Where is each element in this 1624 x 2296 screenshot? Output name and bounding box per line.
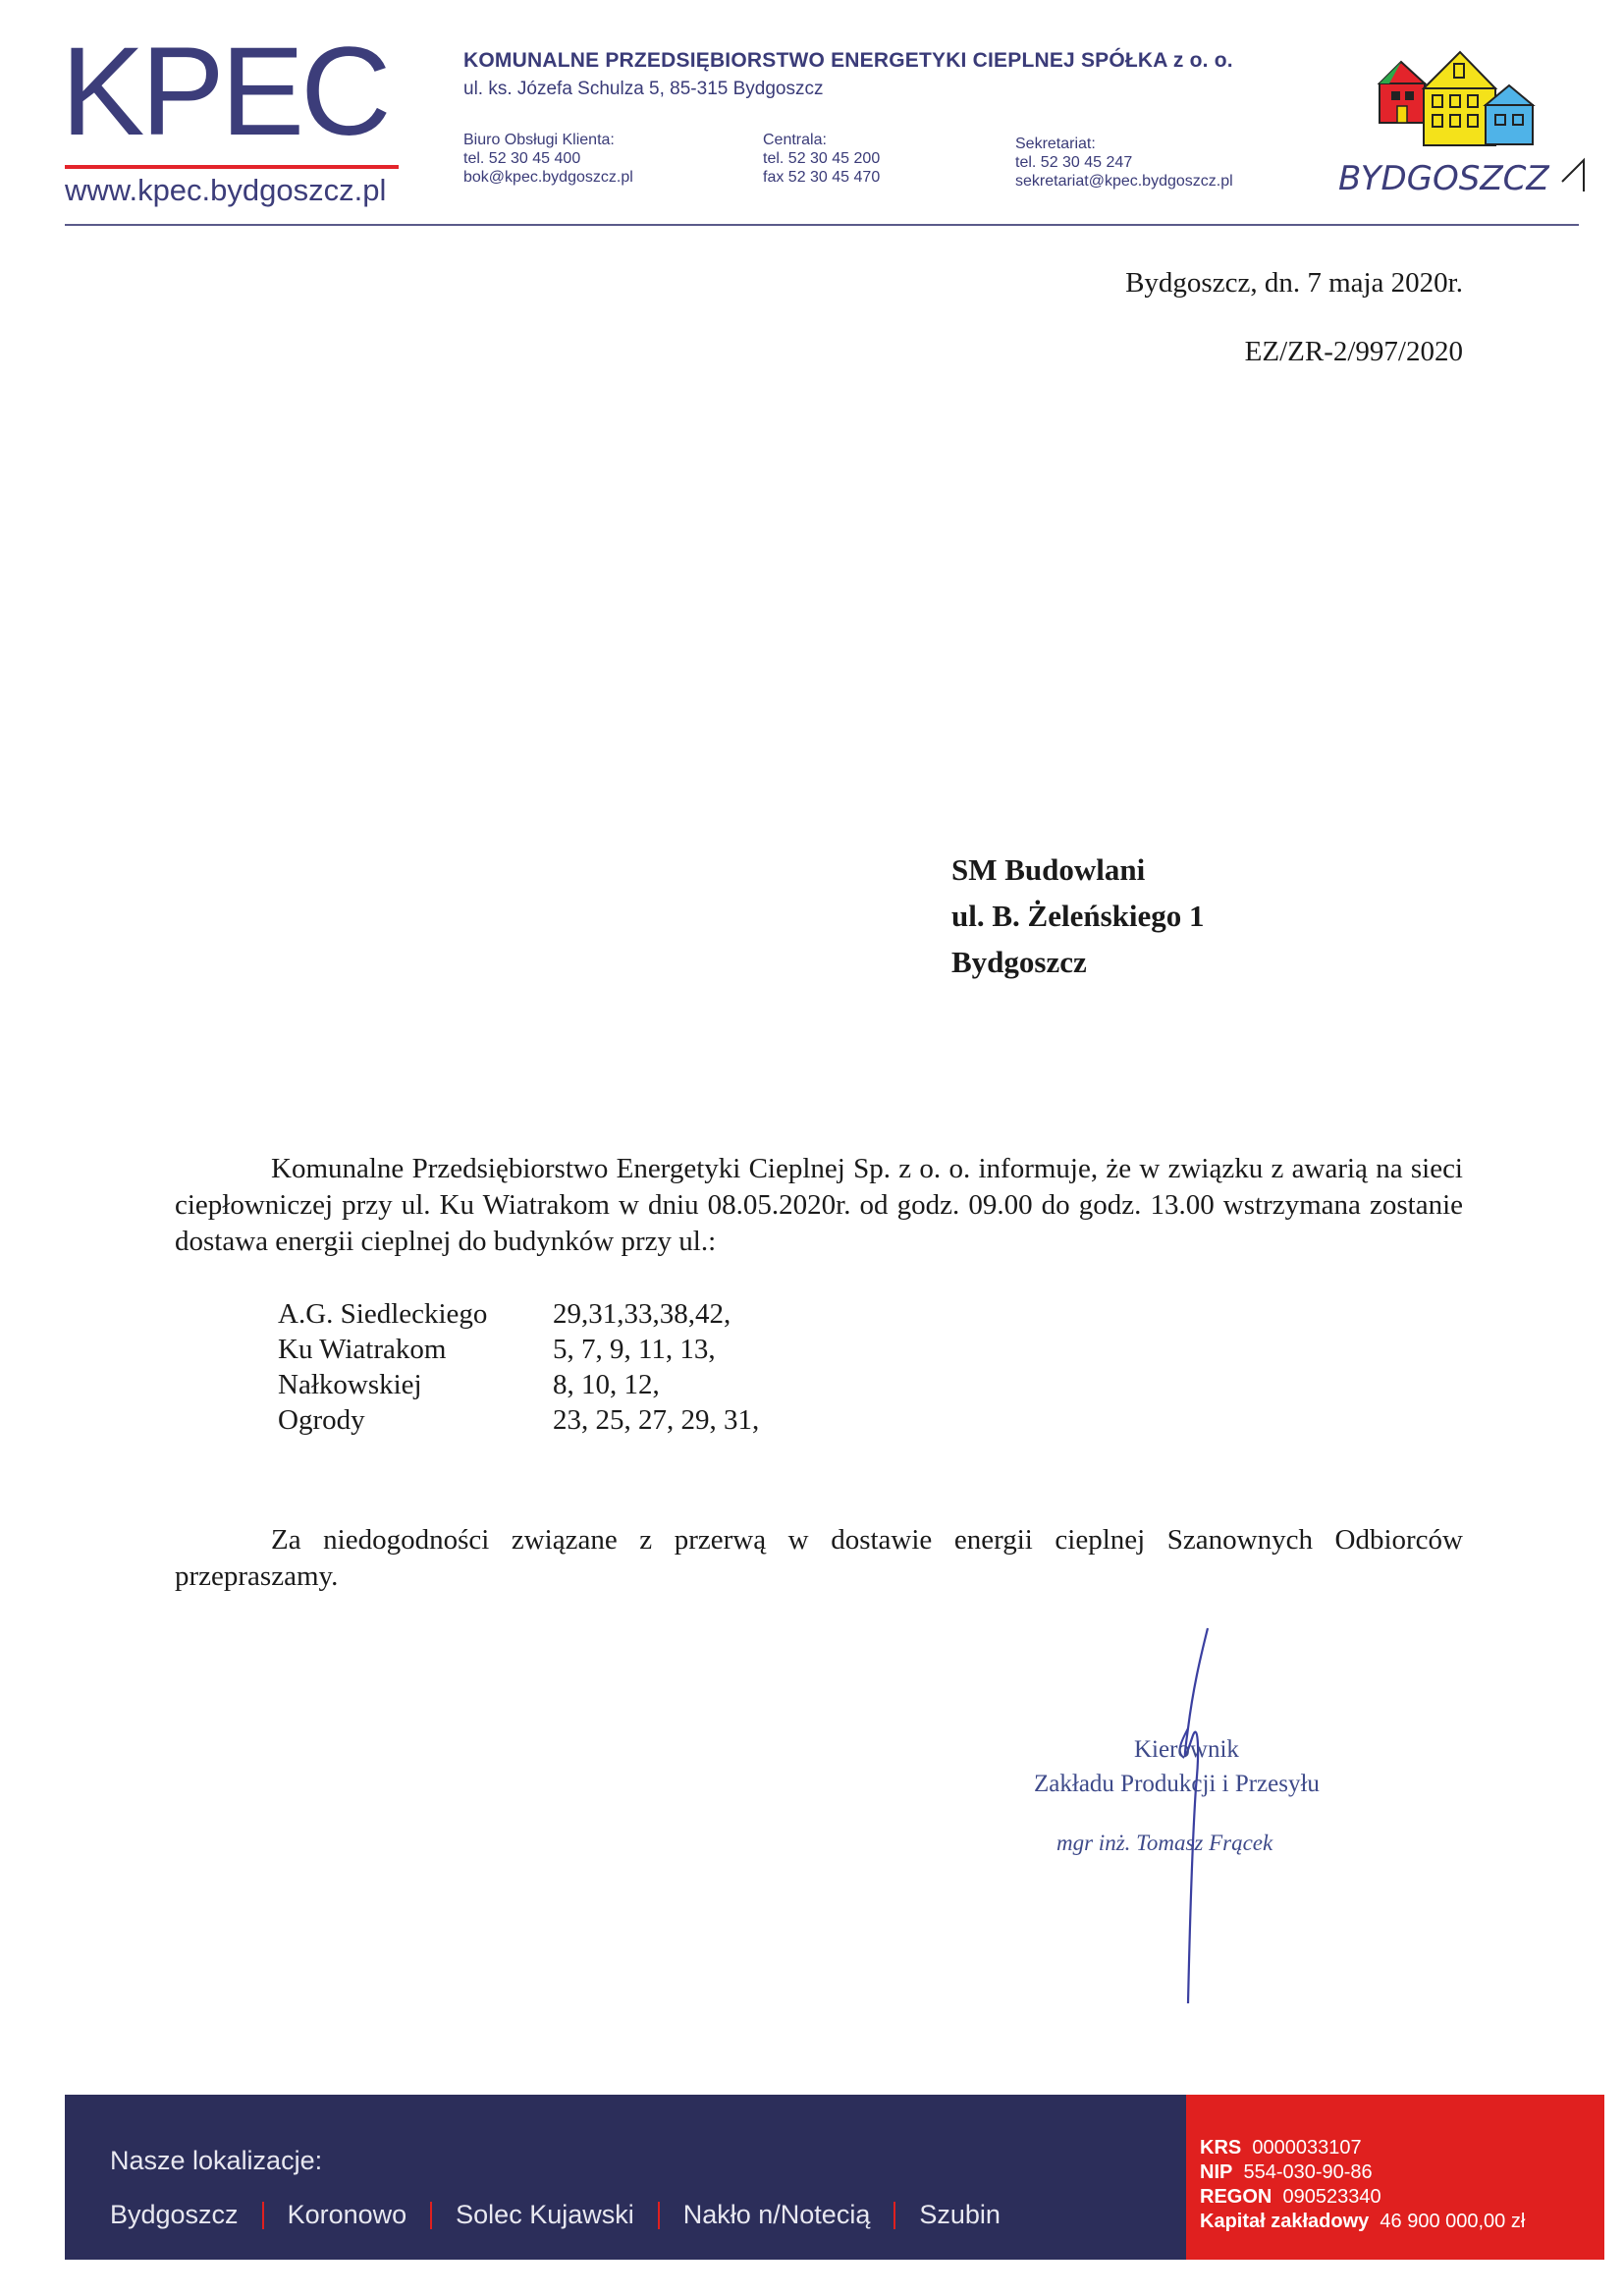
street-numbers: 23, 25, 27, 29, 31, — [553, 1404, 760, 1436]
registry-krs — [1200, 2136, 1525, 2160]
paragraph-text: Komunalne Przedsiębiorstwo Energetyki Cieplnej Sp. z o. o. informuje, że w związku z awarią na sieci ciepłowniczej przy ul. Ku Wiatrakom w dniu 08.05.2020r. od godz. 09.00 do godz. 13.00 wstrzymana zostanie dostawa energii cieplnej do budynków przy ul.: — [175, 1153, 1463, 1257]
paragraph-text: Za niedogodności związane z przerwą w dostawie energii cieplnej Szanownych Odbiorców przepraszamy. — [175, 1524, 1463, 1592]
location-item: Nakło n/Notecią — [682, 2200, 871, 2229]
locations-title: Nasze lokalizacje: — [110, 2146, 323, 2175]
contact-phone: tel. 52 30 45 400 — [463, 150, 581, 167]
letter-reference: EZ/ZR-2/997/2020 — [1244, 336, 1463, 367]
street-row — [278, 1296, 759, 1332]
location-item: Szubin — [919, 2200, 1001, 2229]
company-name: KOMUNALNE PRZEDSIĘBIORSTWO ENERGETYKI CIEPLNEJ SPÓŁKA z o. o. — [463, 49, 1233, 72]
registry-label: NIP — [1200, 2161, 1233, 2183]
recipient-name: SM Budowlani — [951, 852, 1146, 887]
street-numbers: 8, 10, 12, — [553, 1369, 660, 1400]
header-rule — [65, 224, 1579, 226]
registry-block — [1200, 2136, 1525, 2234]
contact-fax: fax 52 30 45 470 — [763, 169, 881, 186]
signature-name: mgr inż. Tomasz Frącek — [1056, 1831, 1273, 1855]
contact-email[interactable]: bok@kpec.bydgoszcz.pl — [463, 169, 633, 186]
letter-date: Bydgoszcz, dn. 7 maja 2020r. — [1125, 267, 1463, 299]
contact-switchboard — [763, 131, 880, 187]
handwritten-signature — [1090, 1620, 1237, 2013]
street-numbers: 5, 7, 9, 11, 13, — [553, 1334, 716, 1365]
location-separator — [430, 2202, 432, 2229]
location-item: Koronowo — [287, 2200, 407, 2229]
street-row — [278, 1367, 759, 1402]
contact-label: Centrala: — [763, 132, 827, 148]
street-row — [278, 1332, 759, 1367]
contact-phone: tel. 52 30 45 200 — [763, 150, 881, 167]
street-name: Ogrody — [278, 1404, 365, 1436]
recipient-street: ul. B. Żeleńskiego 1 — [951, 899, 1205, 933]
contact-phone: tel. 52 30 45 247 — [1015, 154, 1133, 171]
location-item: Solec Kujawski — [456, 2200, 634, 2229]
registry-capital — [1200, 2210, 1525, 2234]
registry-label: KRS — [1200, 2137, 1242, 2159]
registry-label: Kapitał zakładowy — [1200, 2211, 1370, 2232]
logo-underline — [65, 165, 399, 169]
registry-regon — [1200, 2185, 1525, 2210]
locations-list — [110, 2200, 1001, 2230]
signature-title: Kierownik — [1134, 1736, 1239, 1763]
company-url[interactable]: www.kpec.bydgoszcz.pl — [65, 173, 387, 207]
street-name: Ku Wiatrakom — [278, 1334, 447, 1365]
contact-label: Biuro Obsługi Klienta: — [463, 132, 615, 148]
location-item: Bydgoszcz — [110, 2200, 239, 2229]
footer-band — [65, 2095, 1186, 2260]
recipient-city: Bydgoszcz — [951, 945, 1087, 979]
registry-value: 0000033107 — [1252, 2137, 1362, 2159]
city-logo-text: BYDGOSZCZ — [1338, 159, 1549, 198]
registry-value: 46 900 000,00 zł — [1380, 2211, 1526, 2232]
company-address: ul. ks. Józefa Schulza 5, 85-315 Bydgoszcz — [463, 79, 824, 99]
registry-nip — [1200, 2160, 1525, 2185]
contact-email[interactable]: sekretariat@kpec.bydgoszcz.pl — [1015, 173, 1233, 190]
kpec-logo: KPEC — [61, 22, 388, 162]
streets-list — [278, 1296, 759, 1438]
street-numbers: 29,31,33,38,42, — [553, 1298, 731, 1330]
location-separator — [893, 2202, 895, 2229]
street-name: A.G. Siedleckiego — [278, 1298, 488, 1330]
registry-value: 554-030-90-86 — [1243, 2161, 1373, 2183]
location-separator — [262, 2202, 264, 2229]
contact-label: Sekretariat: — [1015, 136, 1096, 152]
location-separator — [658, 2202, 660, 2229]
contact-customer-service — [463, 131, 633, 187]
registry-value: 090523340 — [1282, 2186, 1381, 2208]
recipient-address — [951, 847, 1205, 985]
registry-label: REGON — [1200, 2186, 1272, 2208]
bydgoszcz-city-logo — [1330, 44, 1586, 211]
signature-department: Zakładu Produkcji i Przesyłu — [1034, 1771, 1320, 1797]
houses-icon — [1380, 52, 1533, 145]
contact-secretariat — [1015, 135, 1233, 191]
street-name: Nałkowskiej — [278, 1369, 422, 1400]
street-row — [278, 1402, 759, 1438]
body-paragraph-2 — [175, 1522, 1463, 1595]
body-paragraph-1 — [175, 1151, 1463, 1260]
